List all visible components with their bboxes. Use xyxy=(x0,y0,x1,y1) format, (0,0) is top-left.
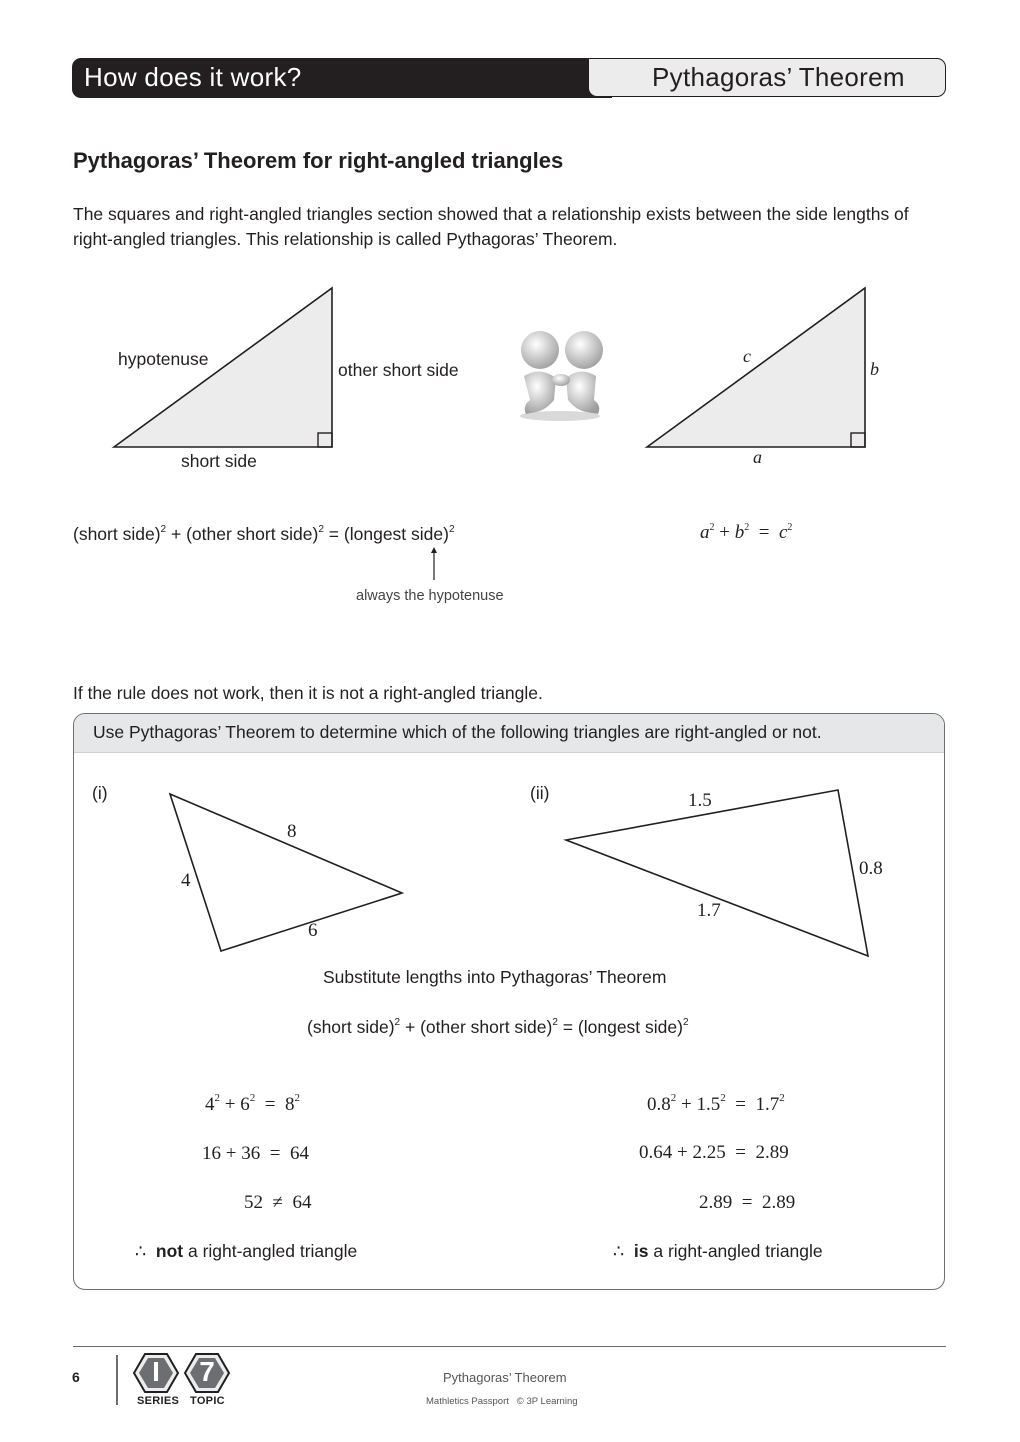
word-formula: (short side)$^2$ + (other short side)$^2$ = (longest side)$^2$ xyxy=(73,524,455,544)
page-number: 6 xyxy=(72,1369,80,1385)
handshake-figures-illustration xyxy=(510,328,610,423)
labelled-triangle-diagram xyxy=(100,280,350,460)
part-i-label: (i) xyxy=(92,783,108,803)
part-ii-label: (ii) xyxy=(530,783,550,803)
algebraic-triangle-diagram xyxy=(640,280,880,460)
tri-ii-side-bottom: 1.7 xyxy=(697,900,721,921)
work-i-conclusion: ∴ not a right-angled triangle xyxy=(135,1241,358,1261)
tri-i-side-bottom: 6 xyxy=(308,920,318,941)
algebraic-formula: $a^2 + b^2 = c^2$ xyxy=(700,522,793,543)
work-i-line-2: 16 + 36 = 64 xyxy=(202,1143,309,1164)
header-left-title: How does it work? xyxy=(84,62,302,92)
triangle-i xyxy=(160,785,415,960)
example-instruction: Use Pythagoras’ Theorem to determine which of the following triangles are right-angled or not. xyxy=(93,722,822,742)
tri-i-side-top: 8 xyxy=(287,821,297,842)
work-i-line-3: 52 ≠ 64 xyxy=(244,1192,312,1213)
label-var-c: c xyxy=(743,346,751,366)
tri-ii-side-top: 1.5 xyxy=(688,790,712,811)
triangle-ii xyxy=(555,780,880,965)
tri-ii-side-right: 0.8 xyxy=(859,858,883,879)
tri-i-side-left: 4 xyxy=(181,870,191,891)
footer-credit: Mathletics Passport © 3P Learning xyxy=(426,1396,578,1407)
label-short-side: short side xyxy=(181,451,257,471)
rule-text: If the rule does not work, then it is not a right-angled triangle. xyxy=(73,683,543,703)
footer-vertical-divider xyxy=(116,1355,118,1405)
box-word-formula: (short side)$^2$ + (other short side)$^2$ = (longest side)$^2$ xyxy=(307,1017,689,1037)
label-other-short-side: other short side xyxy=(338,360,459,380)
label-var-a: a xyxy=(753,447,762,467)
header-right-title: Pythagoras’ Theorem xyxy=(652,62,905,92)
arrow-up-icon xyxy=(428,546,440,582)
work-i-line-1: $4^2 + 6^2 = 8^2$ xyxy=(205,1092,300,1115)
topic-number: 7 xyxy=(199,1356,215,1387)
label-hypotenuse: hypotenuse xyxy=(118,349,209,369)
series-label: SERIES xyxy=(137,1395,180,1407)
topic-label: TOPIC xyxy=(190,1395,225,1407)
section-title: Pythagoras’ Theorem for right-angled triangles xyxy=(73,148,564,173)
label-var-b: b xyxy=(870,359,879,379)
substitute-text: Substitute lengths into Pythagoras’ Theorem xyxy=(323,967,667,987)
intro-paragraph: The squares and right-angled triangles section showed that a relationship exists between the side lengths of right-angled triangles. This relationship is called Pythagoras’ Theorem. xyxy=(73,204,909,249)
work-ii-line-2: 0.64 + 2.25 = 2.89 xyxy=(639,1142,789,1163)
series-number: I xyxy=(152,1356,160,1387)
work-ii-conclusion: ∴ is a right-angled triangle xyxy=(613,1241,823,1261)
work-ii-line-3: 2.89 = 2.89 xyxy=(699,1192,796,1213)
footer-divider xyxy=(73,1346,946,1347)
work-ii-line-1: $0.8^2 + 1.5^2 = 1.7^2$ xyxy=(647,1092,785,1115)
footer-title: Pythagoras’ Theorem xyxy=(443,1370,567,1385)
hypotenuse-note: always the hypotenuse xyxy=(356,588,504,604)
